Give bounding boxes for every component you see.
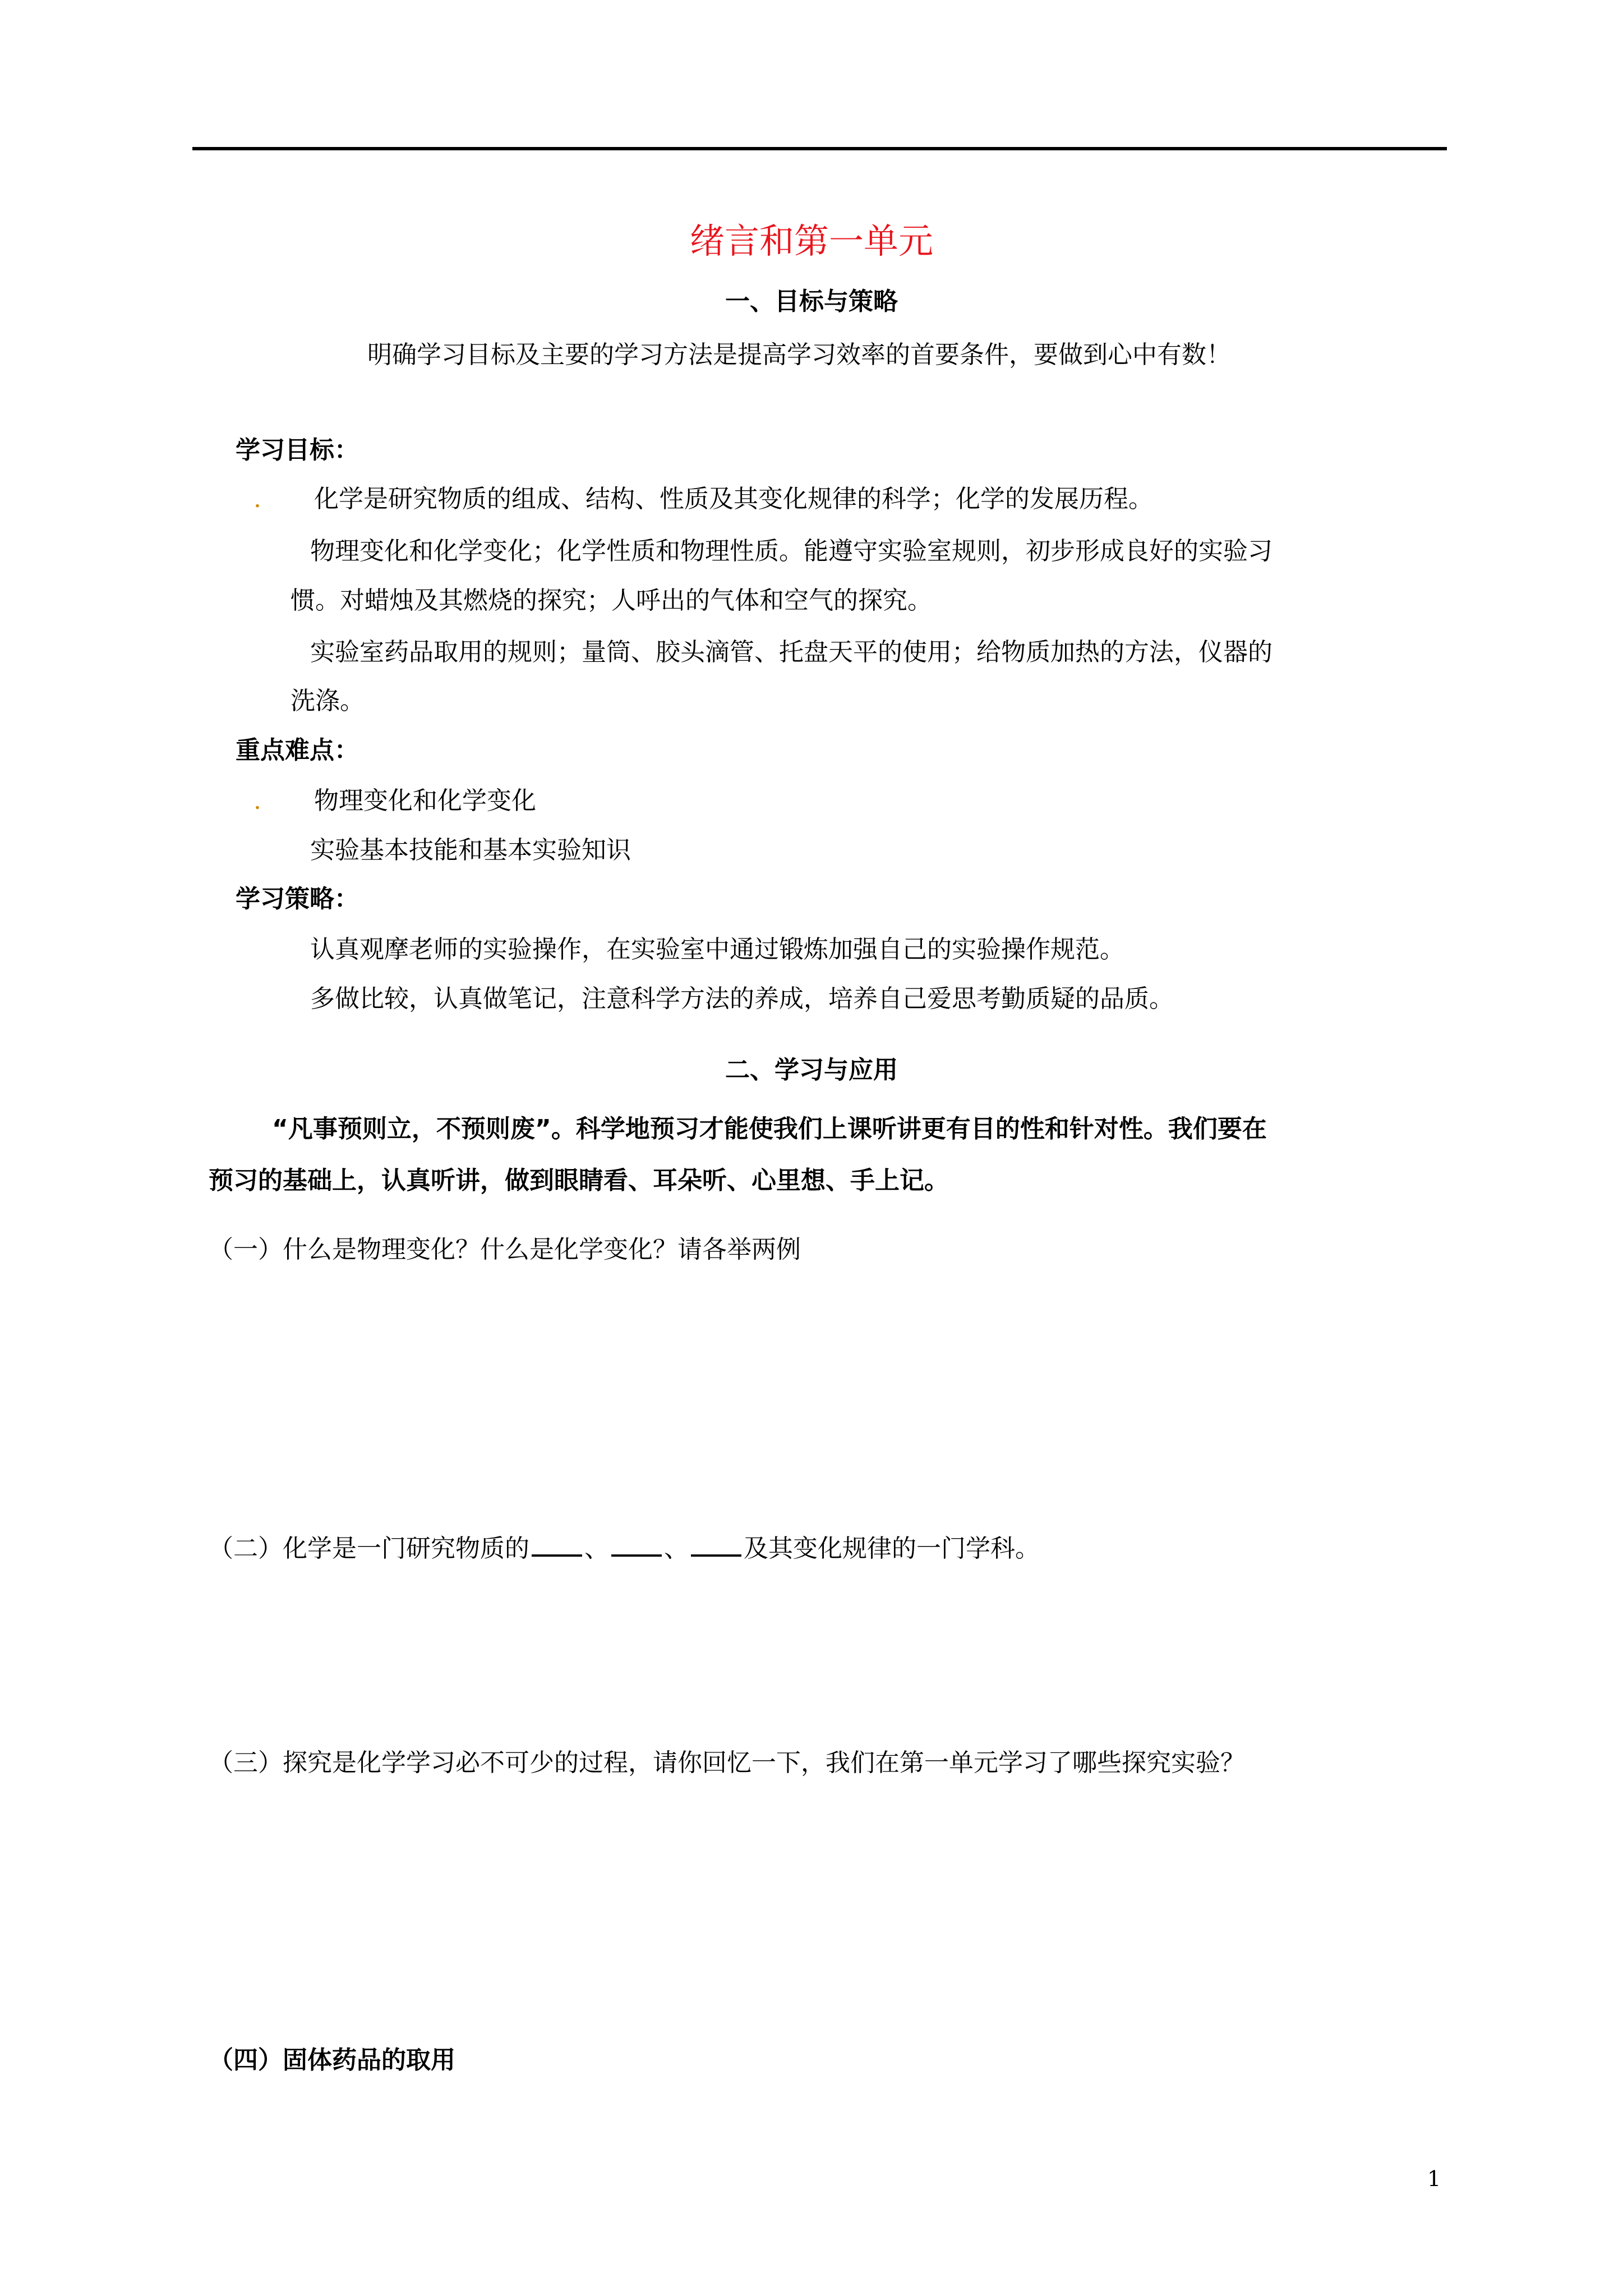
question-2 bbox=[209, 1533, 1040, 1565]
quote-line-1: “凡事预则立，不预则废”。科学地预习才能使我们上课听讲更有目的性和针对性。我们要在 bbox=[272, 1115, 1267, 1143]
key-point-1: 物理变化和化学变化 bbox=[314, 786, 536, 815]
question-4: （四）固体药品的取用 bbox=[209, 2046, 455, 2074]
question-2-suffix: 及其变化规律的一门学科。 bbox=[744, 1534, 1040, 1563]
fill-blank-2[interactable] bbox=[611, 1534, 662, 1557]
blank-separator: 、 bbox=[664, 1534, 689, 1563]
goals-label: 学习目标： bbox=[236, 436, 359, 464]
question-3: （三）探究是化学学习必不可少的过程，请你回忆一下，我们在第一单元学习了哪些探究实验？ bbox=[209, 1749, 1245, 1777]
question-2-prefix: （二）化学是一门研究物质的 bbox=[209, 1534, 529, 1563]
page-number: 1 bbox=[1427, 2166, 1441, 2191]
section2-heading: 二、学习与应用 bbox=[725, 1056, 898, 1084]
fill-blank-1[interactable] bbox=[532, 1534, 582, 1557]
quote-line-2: 预习的基础上，认真听讲，做到眼睛看、耳朵听、心里想、手上记。 bbox=[209, 1166, 949, 1195]
section1-intro: 明确学习目标及主要的学习方法是提高学习效率的首要条件，要做到心中有数！ bbox=[367, 341, 1231, 369]
strategy-1: 认真观摩老师的实验操作，在实验室中通过锻炼加强自己的实验操作规范。 bbox=[310, 935, 1124, 964]
fill-blank-3[interactable] bbox=[691, 1534, 741, 1557]
goal-line-4: 实验室药品取用的规则；量筒、胶头滴管、托盘天平的使用；给物质加热的方法，仪器的 bbox=[310, 638, 1272, 666]
goal-line-1: 化学是研究物质的组成、结构、性质及其变化规律的科学；化学的发展历程。 bbox=[314, 485, 1153, 513]
bullet-dot: . bbox=[253, 786, 261, 815]
goal-line-3: 惯。对蜡烛及其燃烧的探究；人呼出的气体和空气的探究。 bbox=[291, 586, 932, 615]
blank-separator: 、 bbox=[584, 1534, 609, 1563]
key-label: 重点难点： bbox=[236, 736, 359, 765]
goal-line-5: 洗涤。 bbox=[291, 687, 365, 715]
key-point-2: 实验基本技能和基本实验知识 bbox=[310, 836, 631, 864]
document-title: 绪言和第一单元 bbox=[689, 220, 933, 261]
section1-heading: 一、目标与策略 bbox=[725, 287, 898, 316]
question-1: （一）什么是物理变化？什么是化学变化？请各举两例 bbox=[209, 1235, 801, 1264]
strategy-2: 多做比较，认真做笔记，注意科学方法的养成，培养自己爱思考勤质疑的品质。 bbox=[310, 984, 1174, 1013]
header-rule bbox=[192, 147, 1447, 150]
strategy-label: 学习策略： bbox=[236, 885, 359, 913]
bullet-dot: . bbox=[253, 485, 261, 513]
goal-line-2: 物理变化和化学变化；化学性质和物理性质。能遵守实验室规则，初步形成良好的实验习 bbox=[310, 537, 1272, 565]
